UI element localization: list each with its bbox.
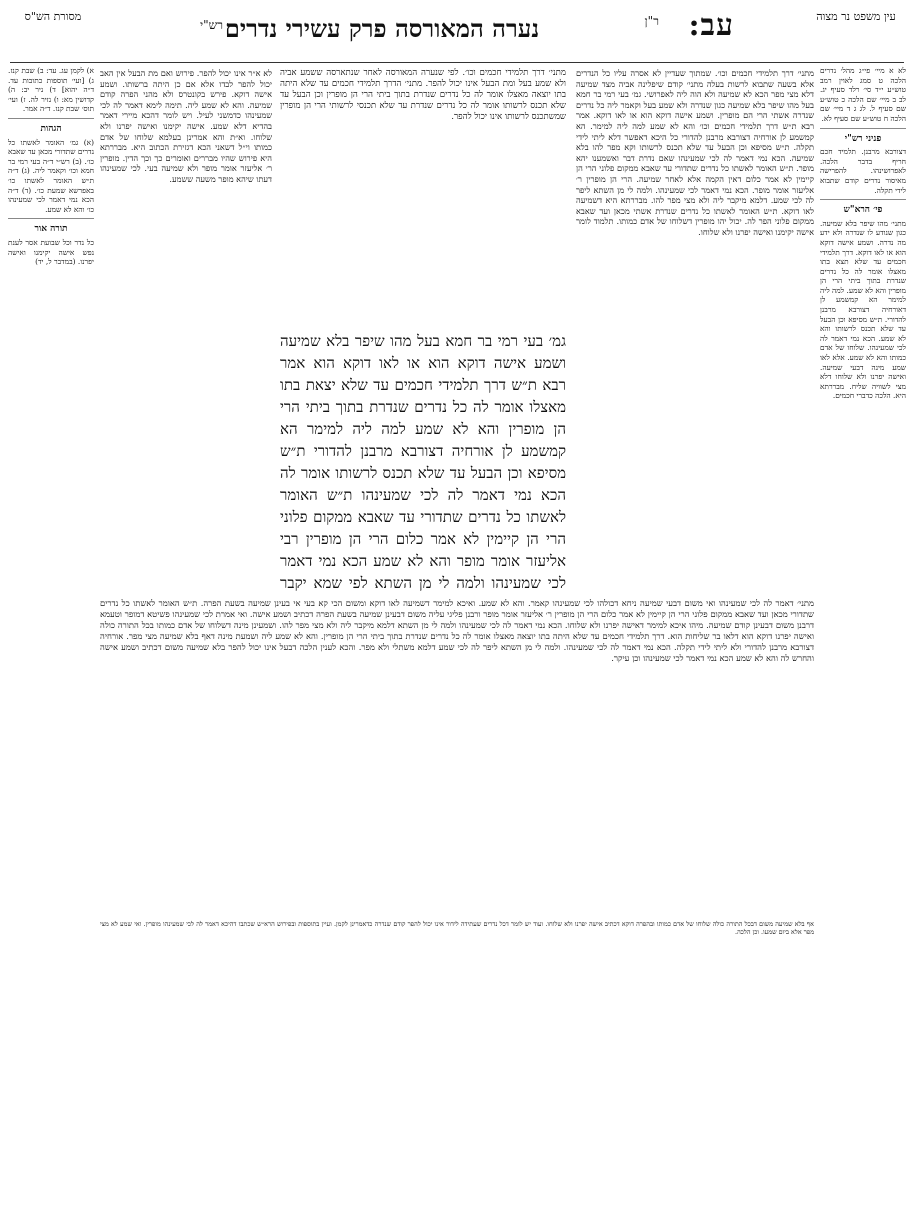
margin-divider [820,199,906,200]
ran-text: מתני׳ דאמר לה לכי שמעינהו ואי משום דבעי שמיעה ניחא דכולהו לכי שמעינהו קאמר. והא לא שמע. ואיכא למימר דשמיעה לאו דוקא ומשום הכי קא בעי אי בעינן שמיעה בשעת הפרה. ת״ש האומר לאשתו כל נדרים שתדורי מכאן ועד שאבא ממקום פלוני הרי הן קיימין לא אמר כלום הרי הן מופרין ר׳ אליעזר אומר מופר ורבנן פליגי עליה משום דבעינן שמיעה בשעת הפרה דכתיב ושמע אישה. ואי אמרת לכי שמעינהו פשיטא דמופר וטעמא דרבנן משום דבעינן קודם שמיעה. מיהו איכא למימר דאישה יפרנו ולא שלוחו. הכא נמי דאמר לה לכי שמעינהו ולמה לי מן השתא דלמא מיקבר ליה ולא מצי מפר להו. ושמעינן מינה דשלוחו של אדם כמותו בכל התורה כולה ואישה יפרנו דוקא הוא דלאו בר שליחות הוא. דרך תלמידי חכמים עד שלא היתה בתו יוצאה מאצלו אומר לה כל נדרים שנדרת בתוך ביתי הרי הן מופרין. והא לא שמע ליה ושמעת מינה דאף בלא שמיעה מצי מפר. אורחיה דצורבא מרבנן להדורי ולא ליתי לידי תקלה. הכא נמי דאמר לה לכי שמעינהו. ולמה לי מן השתא ליפר לה לכי שמע דלמא משתלי ולא מפר. והכא לענין הלכה דבעל אינו יכול להפר בלא שמיעה משום דכתיב ושמע אישה והחרש לה והא לא שמע הכא נמי דאמר לכי שמעינהו וכן עיקר. [100,598,814,663]
ran-label: ר"ן [644,14,659,28]
masoret-text: א) לקמן עג. עד: ב) שבת קנז. ג) [ועי׳ תוספות כתובות עד. ד״ה יהוא] ד) ניר יב: ה) קדושין מא: ו) נזיר לה. ז) ועי׳ תוס׳ שבת קנז. ד״ה אמר. [8,66,94,114]
footnotes-text: אף בלא שמיעה משום דבכל התורה כולה שלוחו של אדם כמותו ובהפרה דוקא דכתיב אישה יפרנו ולא שלוחו. ועוד יש לומר דכל נדרים שעתידה לידור אינו יכול להפר קודם שנדרה כדאמרינן לקמן. ועיין בתוספות ובפירוש הרא״ש שכתבו דהיכא דאמר לה לכי שמעינהו מופרין. ואי שמע לא מצי מפר אלא ביום שמעו. וכן הלכה. [100,920,814,937]
ein-mishpat-heading: עין משפט נר מצוה [816,10,896,23]
margin-divider [8,118,94,119]
gemara-text: גמ׳ בעי רמי בר חמא בעל מהו שיפר בלא שמיעה ושמע אישה דוקא הוא או לאו דוקא הוא אמר רבא ת״ש דרך תלמידי חכמים עד שלא יצאת בתו מאצלו אומר לה כל נדרים שנדרת בתוך ביתי הרי הן מופרין והא לא שמע למה ליה למימר הא קמשמע לן אורחיה דצורבא מרבנן להדורי ת״ש מסיפא וכן הבעל עד שלא תכנס לרשותו אומר לה הכא נמי דאמר לה לכי שמעינהו ת״ש האומר לאשתו כל נדרים שתדורי עד שאבא ממקום פלוני הרי הן קיימין לא אמר כלום הרי הן מופרין רבי אליעזר אומר מופר והא לא שמע הכא נמי דאמר לכי שמעינהו ולמה לי מן השתא לפי שמא יקבר [280,332,566,592]
margin-divider [820,128,906,129]
tosafot-text: לא א״ר אינו יכול להפר. פירוש ואם מת הבעל אין האב יכול להפר לבדו אלא אם כן היתה ברשותו. ושמע אישה דוקא. פירש בקונטרס ולא מהני הפרה קודם שמיעה. והא לא שמע ליה. תימה לימא דאמר לה לכי שמעינהו כדמשני לעיל. ויש לומר דהכא מיירי דאמר בהדיא דלא שמע. אישה יקימנו ואישה יפרנו ולא שלוחו. וא״ת והא אמרינן בעלמא שלוחו של אדם כמותו וי״ל דשאני הכא דגזירת הכתוב היא. מבררתא היא פירוש שהיו מבררים ואומרים כך וכך הדין. מופרין ר׳ אליעזר אומר מופר ולא שמיעה בעי. לכי שמעינהו דעתו שיהא מופר משעה ששמע. [100,68,272,184]
hagahot-text: (א) גמ׳ האומר לאשתו כל נדרים שתדורי מכאן עד שאבא כו׳. (ב) רש״י ד״ה בעי רמי בר חמא וכו׳ וקאמר ליה. (ג) ד״ה ת״ש האומר לאשתו כו׳ באפרשא שמעת כו׳. (ד) ד״ה הכא נמי דאמר לכי שמעינהו כו׳ והא לא שמע. [8,137,94,214]
rashi-label: רש"י [200,18,224,32]
page-title: נערה המאורסה פרק עשירי נדרים [224,14,540,43]
ein-mishpat-text: לא א מיי׳ פי״ג מהל׳ נדרים הלכה ט סמג לאוין רמב טוש״ע י״ד סי׳ רלד סעיף יג. לב ב מיי׳ שם הלכה כ טוש״ע שם סעיף ל. לג ג ד מיי׳ שם הלכה ח טוש״ע שם סעיף לא. [820,66,906,123]
ran-commentary [100,598,814,916]
rashi-text: מתני׳ דרך תלמידי חכמים וכו׳. שמתוך שעדיין לא אסרה עליו כל הנדרים אלא בשעה שתבוא לרשות בעלה מתני׳ קודם שיפלינה אביה מצד שמיעה דלא מצי מפר הכא לא שמיעה ולא הוה ליה לאפרושי. גמ׳ בעי רמי בר חמא בעל מהו שיפר בלא שמיעה כגון שנדרה ולא שמע בעל וקאמר ליה כל נדרים שנדרה אשתי הרי הם מופרין. ושמע אישה דוקא הוא או לאו דוקא. אמר רבא ת״ש דרך תלמידי חכמים וכו׳ והא לא שמע למה ליה למימר. הא קמשמע לן אורחיה דצורבא מרבנן להדורי כל היכא דאפשר דלא ליתי לידי תקלה. ת״ש מסיפא וכן הבעל עד שלא תכנס לרשותו וקא מפר להו בלא שמיעה. הכא נמי דאמר לה לכי שמעינהו שאם נדרת דבר ואשמענו יהא מופר. ת״ש האומר לאשתו כל נדרים שתדורי עד שאבא ממקום פלוני הרי הן קיימין לא אמר כלום דאין הקמה אלא לאחר שמיעה. הרי הן מופרין ר׳ אליעזר אומר מופר. הכא נמי דאמר לכי שמעינהו. ולמה לי מן השתא ליפר לה לכי שמע. דלמא מיקבר ליה ולא מצי מפר להו. מבררתא היא דשמיעה לאו דוקא. ת״ש האומר לאשתו כל נדרים שנדרת אשתי מכאן ועד שאבא ממקום פלוני הפר לה. יכול יהו מופרין דשלוחו של אדם כמותו. תלמוד לומר אישה יקימנו ואישה יפרנו ולא שלוחו. [576,68,814,237]
tosafot-commentary [100,68,272,588]
footnotes [100,920,814,976]
header-divider [10,62,904,63]
right-margin [820,66,906,1146]
mishna-block [280,68,566,324]
rosh-text: מתני׳ מהו שיפר בלא שמיעה. כגון שנודע לו שנדרה ולא ידע מה נדרה. ושמע אישה דוקא הוא או לאו דוקא. דרך תלמידי חכמים עד שלא תצא בתו מאצלו אומר לה כל נדרים שנדרת בתוך ביתי הרי הן מופרין והא לא שמע. למה ליה למימר הא קמשמע לן דאורחיה דצורבא מרבנן להדורי. ת״ש מסיפא וכן הבעל עד שלא תכנס לרשותו והא לא שמע. הכא נמי דאמר לה לכי שמעינהו. שלוחו של אדם כמותו והא לא שמע. אלא לאו שמע מינה דבעי שמיעה. ואישה יפרנו ולא שלוחו דלא מצי לשוויה שליח. מבררתא היא. הלכה כדברי חכמים. [820,218,906,401]
gemara-block [280,330,566,592]
hagahot-heading: הגהות [40,123,62,134]
daf-number: עב: [688,8,734,43]
left-margin [8,66,94,786]
torah-or-text: כל נדר וכל שבועת אסר לענת נפש אישה יקימנו ואישה יפרנו. (במדבר ל, יד) [8,237,94,267]
pnei-rashi-heading: פניני רש"י [844,133,882,144]
torah-or-heading: תורה אור [34,224,68,235]
pnei-rashi-text: דצורבא מרבנן. תלמיד חכם חריף בדבר הלכה. לאפרושינהו. להפרישה מאיסור נדרים קודם שתבוא לידי תקלה. [820,147,906,195]
margin-divider [8,218,94,219]
rosh-heading: פי׳ הרא"ש [843,205,883,216]
masoret-heading: מסורת הש"ס [24,10,82,23]
mishna-text: מתני׳ דרך תלמידי חכמים וכו׳. לפי שנערה המאורסה לאחר שנתארסה ששמע אביה ולא שמע בעל ומת הבעל אינו יכול להפר. מתני׳ הדרך תלמידי חכמים עד שלא היתה בתו יוצאה מאצלו אומר לה כל נדרים שנדרת בתוך ביתי הרי הן מופרין וכן הבעל עד שלא תכנס לרשותו אומר לה כל נדרים שנדרת עד שלא תכנסי לרשותי הרי הן מופרין שמשתכנס לרשותו אינו יכול להפר. [280,68,566,122]
page-header [10,6,904,60]
